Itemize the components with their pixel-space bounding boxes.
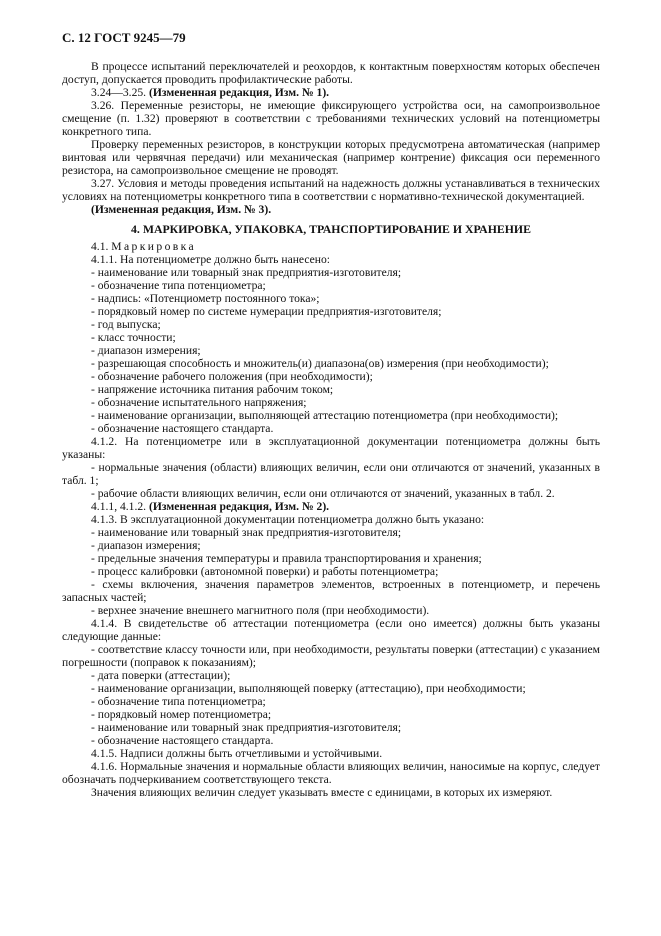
- amendment-label: (Измененная редакция, Изм. № 1).: [148, 86, 330, 99]
- list-item: - обозначение типа потенциометра;: [91, 695, 266, 708]
- list-item: - рабочие области влияющих величин, если они отличаются от значений, указанных в табл. 2.: [91, 487, 555, 500]
- list-item: - наименование или товарный знак предприятия-изготовителя;: [91, 266, 402, 279]
- list-item: - нормальные значения (области) влияющих величин, если они отличаются от значений, указанных в табл. 1;: [62, 461, 600, 487]
- list-item: - наименование или товарный знак предприятия-изготовителя;: [91, 526, 402, 539]
- list-item: - наименование организации, выполняющей аттестацию потенциометра (при необходимости);: [91, 409, 559, 422]
- list-item: - предельные значения температуры и правила транспортирования и хранения;: [91, 552, 482, 565]
- page-header: С. 12 ГОСТ 9245—79: [62, 30, 186, 45]
- clause-4-1-2: 4.1.2. На потенциометре или в эксплуатационной документации потенциометра должны быть указаны:: [62, 435, 600, 461]
- amendment-label: (Измененная редакция, Изм. № 3).: [91, 203, 272, 216]
- list-item: - класс точности;: [91, 331, 176, 344]
- amendment-note: [62, 86, 600, 99]
- list-item: - напряжение источника питания рабочим током;: [91, 383, 334, 396]
- list-item: - соответствие классу точности или, при необходимости, результаты поверки (аттестации) с указанием погрешности (поправок к показаниям);: [62, 643, 600, 669]
- list-item: - порядковый номер потенциометра;: [91, 708, 272, 721]
- list-item: - диапазон измерения;: [91, 539, 201, 552]
- clause-4-1-4: 4.1.4. В свидетельстве об аттестации потенциометра (если оно имеется) должны быть указаны следующие данные:: [62, 617, 600, 643]
- list-item: - процесс калибровки (автономной поверки) и работы потенциометра;: [91, 565, 439, 578]
- paragraph: В процессе испытаний переключателей и реохордов, к контактным поверхностям которых обеспечен доступ, допускается проводить профилактические работы.: [62, 60, 600, 86]
- document-body: [62, 60, 600, 799]
- clause-number: 4.1.: [91, 240, 109, 253]
- clause-4-1-1: 4.1.1. На потенциометре должно быть нанесено:: [91, 253, 331, 266]
- list-item: - схемы включения, значения параметров элементов, встроенных в потенциометр, и перечень запасных частей;: [62, 578, 600, 604]
- paragraph: Значения влияющих величин следует указывать вместе с единицами, в которых их измеряют.: [91, 786, 553, 799]
- list-item: - год выпуска;: [91, 318, 161, 331]
- list-item: - наименование организации, выполняющей поверку (аттестацию), при необходимости;: [91, 682, 526, 695]
- clause-4-1-6: 4.1.6. Нормальные значения и нормальные области влияющих величин, наносимые на корпус, следует обозначать подчеркиванием соответствующего текста.: [62, 760, 600, 786]
- clause-number: 3.24—3.25.: [91, 86, 147, 99]
- list-item: - обозначение испытательного напряжения;: [91, 396, 307, 409]
- clause-4-1: [62, 240, 600, 253]
- list-item: - наименование или товарный знак предприятия-изготовителя;: [91, 721, 402, 734]
- amendment-note: [62, 500, 600, 513]
- list-item: - обозначение типа потенциометра;: [91, 279, 266, 292]
- list-item: - диапазон измерения;: [91, 344, 201, 357]
- list-item: - дата поверки (аттестации);: [91, 669, 231, 682]
- list-item: - обозначение рабочего положения (при необходимости);: [91, 370, 373, 383]
- clause-3-26: 3.26. Переменные резисторы, не имеющие фиксирующего устройства оси, на самопроизвольное смещение (п. 1.32) проверяют в соответствии с требованиями технических условий на потенциометры конкретного типа.: [62, 99, 600, 138]
- paragraph: Проверку переменных резисторов, в конструкции которых предусмотрена автоматическая (например винтовая или червячная передачи) или механическая (например контрение) фиксация оси переменного резистора, на самопроизвольное смещение не проводят.: [62, 138, 600, 177]
- clause-title: Маркировка: [111, 240, 197, 253]
- clause-4-1-5: 4.1.5. Надписи должны быть отчетливыми и устойчивыми.: [91, 747, 383, 760]
- section-heading: 4. МАРКИРОВКА, УПАКОВКА, ТРАНСПОРТИРОВАНИЕ И ХРАНЕНИЕ: [131, 222, 531, 236]
- amendment-label: (Измененная редакция, Изм. № 2).: [148, 500, 330, 513]
- list-item: - обозначение настоящего стандарта.: [91, 422, 274, 435]
- list-item: - порядковый номер по системе нумерации предприятия-изготовителя;: [91, 305, 442, 318]
- clause-number: 4.1.1, 4.1.2.: [91, 500, 147, 513]
- list-item: - разрешающая способность и множитель(и) диапазона(ов) измерения (при необходимости);: [91, 357, 549, 370]
- clause-3-27: 3.27. Условия и методы проведения испытаний на надежность должны устанавливаться в технических условиях на потенциометры конкретного типа в соответствии с нормативно-технической документацией.: [62, 177, 600, 203]
- list-item: - обозначение настоящего стандарта.: [91, 734, 274, 747]
- list-item: - верхнее значение внешнего магнитного поля (при необходимости).: [91, 604, 430, 617]
- list-item: - надпись: «Потенциометр постоянного тока»;: [91, 292, 320, 305]
- clause-4-1-3: 4.1.3. В эксплуатационной документации потенциометра должно быть указано:: [91, 513, 485, 526]
